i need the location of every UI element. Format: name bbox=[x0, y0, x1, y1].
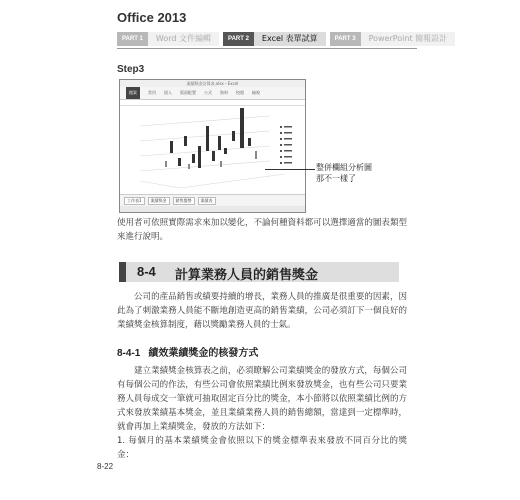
ribbon-tab: 公式 bbox=[204, 90, 212, 95]
book-title: Office 2013 bbox=[117, 10, 187, 25]
ribbon-tab: 資料 bbox=[220, 90, 228, 95]
list-item-1: 1. 每個月的基本業績獎金會依照以下的獎金標準表來發放不同百分比的獎金： bbox=[117, 436, 407, 460]
ribbon-tab: 檢視 bbox=[252, 90, 260, 95]
screenshot-status-bar bbox=[120, 206, 305, 212]
chart-image bbox=[120, 106, 305, 193]
section-heading bbox=[119, 262, 399, 282]
callout-line bbox=[265, 169, 315, 170]
ribbon-tab-file: 檔案 bbox=[126, 87, 140, 99]
part-tab-1-number: PART 1 bbox=[117, 32, 148, 46]
sheet-tab: 工作表1 bbox=[124, 197, 145, 205]
part-tab-2-label: Excel 表單試算 bbox=[254, 32, 326, 46]
paragraph-3: 建立業績獎金核算表之前，必須瞭解公司業績獎金的發放方式，每個公司有每個公司的作法，有些公司會依照業績比例來發放獎金，也有些公司只要業務人員每成交一筆就可抽取固定百分比的獎金，本小節將以依照業績比例的方式來發放業績基本獎金，並且業績業務人員的銷售總額，當達到一定標準時，就會再加上業績獎金，發放的方法如下： bbox=[117, 366, 407, 432]
section-number: 8-4 bbox=[137, 264, 156, 279]
sheet-tab: 銷售趨勢 bbox=[173, 197, 195, 205]
ribbon-tab: 插入 bbox=[164, 90, 172, 95]
step-label: Step3 bbox=[117, 64, 145, 75]
part-tab-1-label: Word 文件編輯 bbox=[148, 32, 219, 46]
callout-line-1: 整併欄組分析圖 bbox=[316, 163, 372, 172]
part-tab-2 bbox=[223, 32, 326, 46]
screenshot-ribbon bbox=[120, 87, 305, 100]
paragraph-2: 公司的產品銷售或績要持續的增長，業務人員的推廣是很重要的因素，因此為了刺激業務人員能不斷地創造更高的銷售業績，公司必須訂下一個良好的業績獎金核算制度，藉以獎勵業務人員的士氣。 bbox=[117, 292, 407, 330]
screenshot-footer bbox=[120, 194, 305, 212]
screenshot-sheet bbox=[120, 106, 305, 193]
sheet-tab: 業績獎金 bbox=[148, 197, 170, 205]
part-tab-2-number: PART 2 bbox=[223, 32, 254, 46]
sheet-tab: 業績表 bbox=[198, 197, 216, 205]
part-tab-3-number: PART 3 bbox=[330, 32, 361, 46]
subsection-number: 8-4-1 bbox=[117, 348, 141, 359]
callout-text bbox=[316, 162, 372, 184]
page-number: 8-22 bbox=[97, 462, 114, 471]
part-tabs bbox=[117, 32, 455, 46]
part-tab-1 bbox=[117, 32, 219, 46]
ribbon-tab: 常用 bbox=[148, 90, 156, 95]
section-heading-bar bbox=[119, 262, 126, 282]
ribbon-tab: 版面配置 bbox=[180, 90, 196, 95]
subsection-heading bbox=[117, 344, 258, 359]
part-tab-3-label: PowerPoint 簡報設計 bbox=[361, 32, 456, 46]
ribbon-tab: 校閱 bbox=[236, 90, 244, 95]
excel-screenshot bbox=[119, 79, 306, 213]
screenshot-window-title: 業績獎金計算表.xlsx - Excel bbox=[120, 80, 305, 87]
callout-line-2: 那不一樣了 bbox=[316, 174, 356, 183]
chart-legend bbox=[280, 126, 292, 164]
section-title: 計算業務人員的銷售獎金 bbox=[175, 268, 319, 283]
part-tab-3 bbox=[330, 32, 456, 46]
subsection-title: 績效業績獎金的核發方式 bbox=[148, 348, 259, 359]
paragraph-1: 使用者可依照實際需求來加以變化，不論何種資料都可以選擇適當的圖表類型來進行說明。 bbox=[117, 218, 407, 242]
header-rule bbox=[117, 48, 417, 49]
